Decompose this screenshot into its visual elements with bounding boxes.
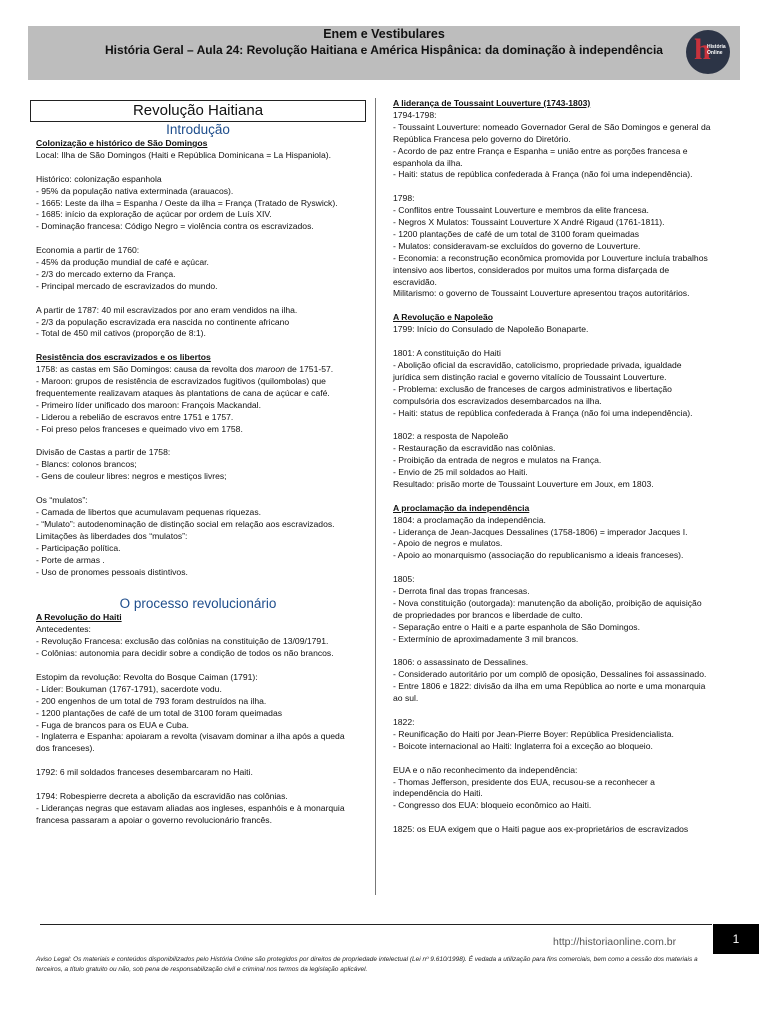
text-line: - 200 engenhos de um total de 793 foram destruídos na ilha. — [36, 695, 267, 706]
subsection-heading: Colonização e histórico de São Domingos — [36, 138, 208, 148]
text-line: - Proibição da entrada de negros e mulatos na França. — [393, 455, 602, 466]
text-line: 1792: 6 mil soldados franceses desembarcaram no Haiti. — [36, 767, 253, 778]
text-line: - 1665: Leste da ilha = Espanha / Oeste da ilha = França (Tratado de Ryswick). — [36, 197, 338, 208]
page-number: 1 — [713, 924, 759, 954]
header-lesson-title: História Geral – Aula 24: Revolução Haitiana e América Hispânica: da dominação à independência — [105, 43, 663, 57]
text-line: - Negros X Mulatos: Toussaint Louverture X André Rigaud (1761-1811). — [393, 217, 665, 228]
blank-line — [393, 812, 711, 824]
text-line: - Haiti: status de república confederada à França (não foi uma independência). — [393, 169, 693, 180]
text-line: Resultado: prisão morte de Toussaint Louverture em Joux, em 1803. — [393, 478, 654, 489]
text-line: Antecedentes: — [36, 624, 91, 635]
text-line: - Reunificação do Haiti por Jean-Pierre Boyer: República Presidencialista. — [393, 728, 674, 739]
text-line: 1798: — [393, 193, 415, 204]
text-line: Economia a partir de 1760: — [36, 245, 140, 256]
column-divider — [375, 98, 376, 895]
text-line: Divisão de Castas a partir de 1758: — [36, 447, 171, 458]
text-line: 1825: os EUA exigem que o Haiti pague aos ex-proprietários de escravizados — [393, 824, 689, 835]
text-line: - Apoio ao monarquismo (associação do republicanismo a ideais franceses). — [393, 550, 684, 561]
left-column — [36, 122, 360, 827]
text-line: - Primeiro líder unificado dos maroon: François Mackandal. — [36, 399, 261, 410]
text-line: - Nova constituição (outorgada): manutenção da abolição, proibição de aquisição de propriedades por brancos e liberdade de culto. — [393, 597, 702, 620]
text-line: - 1200 plantações de café de um total de 3100 foram queimadas — [393, 228, 640, 239]
text-line: 1802: a resposta de Napoleão — [393, 431, 509, 442]
blank-line — [393, 562, 711, 574]
text-block — [36, 624, 360, 826]
text-line: Histórico: colonização espanhola — [36, 173, 162, 184]
text-line: - 2/3 do mercado externo da França. — [36, 268, 176, 279]
text-line: - Gens de couleur libres: negros e mestiços livres; — [36, 471, 227, 482]
blank-line — [393, 336, 711, 348]
text-line: - Participação política. — [36, 542, 121, 553]
text-line: 1822: — [393, 717, 415, 727]
blank-line — [36, 233, 360, 245]
blank-line — [393, 646, 711, 658]
blank-line — [36, 293, 360, 305]
text-line: Estopim da revolução: Revolta do Bosque Caiman (1791): — [36, 671, 258, 682]
text-line: 1806: o assassinato de Dessalines. — [393, 657, 529, 668]
text-line: - Entre 1806 e 1822: divisão da ilha em uma República ao norte e uma monarquia ao sul. — [393, 681, 706, 704]
text-line: 1805: — [393, 574, 415, 585]
page-header — [28, 26, 740, 80]
text-line: - Maroon: grupos de resistência de escravizados fugitivos (quilombolas) que frequentemente realizavam ataques às plantations de cana de açúcar e café. — [36, 376, 330, 398]
text-line: - Líder: Boukuman (1767-1791), sacerdote vodu. — [36, 683, 222, 694]
text-line: - Mulatos: consideravam-se excluídos do governo de Louverture. — [393, 240, 641, 251]
text-block — [393, 110, 711, 300]
text-line: - Toussaint Louverture: nomeado Governador Geral de São Domingos e general da República Francesa pelo governo do Diretório. — [393, 121, 711, 144]
blank-line — [393, 181, 711, 193]
subsection-heading: A Revolução e Napoleão — [393, 312, 493, 323]
text-line: - Acordo de paz entre França e Espanha = união entre as porções francesa e espanhola da ilha. — [393, 145, 688, 168]
text-line: - Economia: a reconstrução econômica promovida por Louverture incluía trabalhos intensivo aos libertos, considerados por muitos uma forma disfarçada de escravidão. — [393, 252, 708, 287]
text-line: - Lideranças negras que estavam aliadas aos ingleses, espanhóis e à monarquia francesa passaram a apoiar o governo revolucionário francês. — [36, 802, 345, 825]
text-line: 1799: Início do Consulado de Napoleão Bonaparte. — [393, 324, 589, 335]
legal-notice: Aviso Legal: Os materiais e conteúdos disponibilizados pelo História Online são protegidos por direitos de propriedade intelectual (Lei nº 9.610/1998). É vedada a utilização para fins comerciais, bem como a cessão dos materiais a terceiros, a título gratuito ou não, sob pena de responsabilização civil e criminal nos termos da legislação aplicável. — [36, 956, 698, 973]
blank-line — [36, 779, 360, 791]
text-line: - Envio de 25 mil soldados ao Haiti. — [393, 467, 528, 478]
process-title: O processo revolucionário — [119, 596, 277, 612]
text-block — [393, 515, 711, 836]
text-line: - Apoio de negros e mulatos. — [393, 538, 503, 549]
logo-text: História Online — [707, 44, 726, 56]
text-line: 1794-1798: — [393, 109, 437, 120]
text-line: - “Mulato”: autodenominação de distinção social em relação aos escravizados. — [36, 518, 335, 529]
subsection-heading: Resistência dos escravizados e os libertos — [36, 352, 211, 363]
subsection-heading: A liderança de Toussaint Louverture (1743-1803) — [393, 98, 591, 108]
text-line: - Principal mercado de escravizados do mundo. — [36, 280, 218, 291]
text-line: - Derrota final das tropas francesas. — [393, 586, 530, 597]
text-line: - 2/3 da população escravizada era nascida no continente africano — [36, 316, 290, 327]
text-line: - 95% da população nativa exterminada (arauacos). — [36, 185, 234, 196]
text-line: - Separação entre o Haiti e a parte espanhola de São Domingos. — [393, 621, 640, 632]
text-line: - 45% da produção mundial de café e açúcar. — [36, 257, 209, 268]
text-line: - 1685: início da exploração de açúcar por ordem de Luís XIV. — [36, 209, 272, 220]
text-line: Militarismo: o governo de Toussaint Louverture apresentou traços autoritários. — [393, 288, 690, 299]
text-line: - Camada de libertos que acumulavam pequenas riquezas. — [36, 507, 261, 517]
subsection-heading: A proclamação da independência — [393, 502, 530, 513]
blank-line — [393, 419, 711, 431]
header-series-title: Enem e Vestibulares — [323, 27, 445, 41]
blank-line — [393, 753, 711, 765]
text-line: - Foi preso pelos franceses e queimado vivo em 1758. — [36, 423, 243, 434]
text-line: - Considerado autoritário por um complô de oposição, Dessalines foi assassinado. — [393, 669, 707, 680]
historia-online-logo — [686, 30, 730, 74]
blank-line — [36, 483, 360, 495]
text-line: - Boicote internacional ao Haiti: Inglaterra foi a exceção ao bloqueio. — [393, 740, 653, 751]
blank-line — [36, 436, 360, 448]
text-line: - Liderança de Jean-Jacques Dessalines (1758-1806) = imperador Jacques I. — [393, 526, 688, 537]
text-line: - Haiti: status de república confederada à França (não foi uma independência). — [393, 407, 693, 418]
text-line: - Thomas Jefferson, presidente dos EUA, recusou-se a reconhecer a independência do Haiti. — [393, 776, 655, 799]
text-line: 1801: A constituição do Haiti — [393, 347, 501, 358]
text-line: - Uso de pronomes pessoais distintivos. — [36, 566, 188, 577]
text-line: Limitações às liberdades dos “mulatos”: — [36, 530, 188, 541]
footer-rule — [40, 924, 712, 925]
text-line: - Fuga de brancos para os EUA e Cuba. — [36, 719, 189, 730]
blank-line — [36, 660, 360, 672]
text-block — [36, 150, 360, 340]
footer-url[interactable]: http://historiaonline.com.br — [553, 936, 677, 948]
paragraph: 1758: as castas em São Domingos: causa da revolta dos maroon de 1751-57. — [36, 364, 334, 375]
text-line: - Revolução Francesa: exclusão das colônias na constituição de 13/09/1791. — [36, 636, 329, 647]
text-block — [36, 376, 360, 578]
text-line: - Dominação francesa: Código Negro = violência contra os escravizados. — [36, 221, 314, 232]
logo-letter: h — [694, 33, 711, 66]
text-line: - Problema: exclusão de franceses de cargos administrativos e libertação compulsória dos escravizados desembarcados na ilha. — [393, 383, 672, 406]
text-line: - 1200 plantações de café de um total de 3100 foram queimadas — [36, 707, 283, 718]
blank-line — [393, 705, 711, 717]
text-block — [393, 324, 711, 491]
text-line: Local: Ilha de São Domingos (Haiti e República Dominicana = La Hispaniola). — [36, 149, 331, 160]
text-line: Os “mulatos”: — [36, 495, 88, 506]
blank-line — [36, 755, 360, 767]
blank-line — [36, 162, 360, 174]
text-line: - Porte de armas . — [36, 554, 105, 565]
text-line: - Colônias: autonomia para decidir sobre a condição de todos os não brancos. — [36, 648, 334, 659]
text-line: - Total de 450 mil cativos (proporção de 8:1). — [36, 328, 206, 339]
text-line: - Inglaterra e Espanha: apoiaram a revolta (visavam dominar a ilha após a queda dos franceses). — [36, 731, 345, 754]
intro-title: Introdução — [166, 122, 230, 137]
text-line: - Restauração da escravidão nas colônias. — [393, 443, 556, 454]
section-box-title: Revolução Haitiana — [30, 100, 366, 122]
text-line: - Conflitos entre Toussaint Louverture e membros da elite francesa. — [393, 205, 649, 216]
text-line: 1804: a proclamação da independência. — [393, 514, 546, 525]
text-line: - Extermínio de aproximadamente 3 mil brancos. — [393, 633, 579, 644]
subsection-heading: A Revolução do Haiti — [36, 612, 122, 623]
text-line: - Congresso dos EUA: bloqueio econômico ao Haiti. — [393, 800, 592, 811]
right-column — [393, 98, 711, 836]
text-line: - Blancs: colonos brancos; — [36, 459, 137, 470]
text-line: 1794: Robespierre decreta a abolição da escravidão nas colônias. — [36, 790, 288, 801]
text-line: A partir de 1787: 40 mil escravizados por ano eram vendidos na ilha. — [36, 304, 298, 315]
text-line: - Liderou a rebelião de escravos entre 1751 e 1757. — [36, 411, 234, 422]
text-line: - Abolição oficial da escravidão, catolicismo, propriedade privada, igualdade jurídica sem distinção racial e governo vitalício de Toussaint Louverture. — [393, 359, 682, 382]
text-line: EUA e o não reconhecimento da independência: — [393, 764, 578, 775]
